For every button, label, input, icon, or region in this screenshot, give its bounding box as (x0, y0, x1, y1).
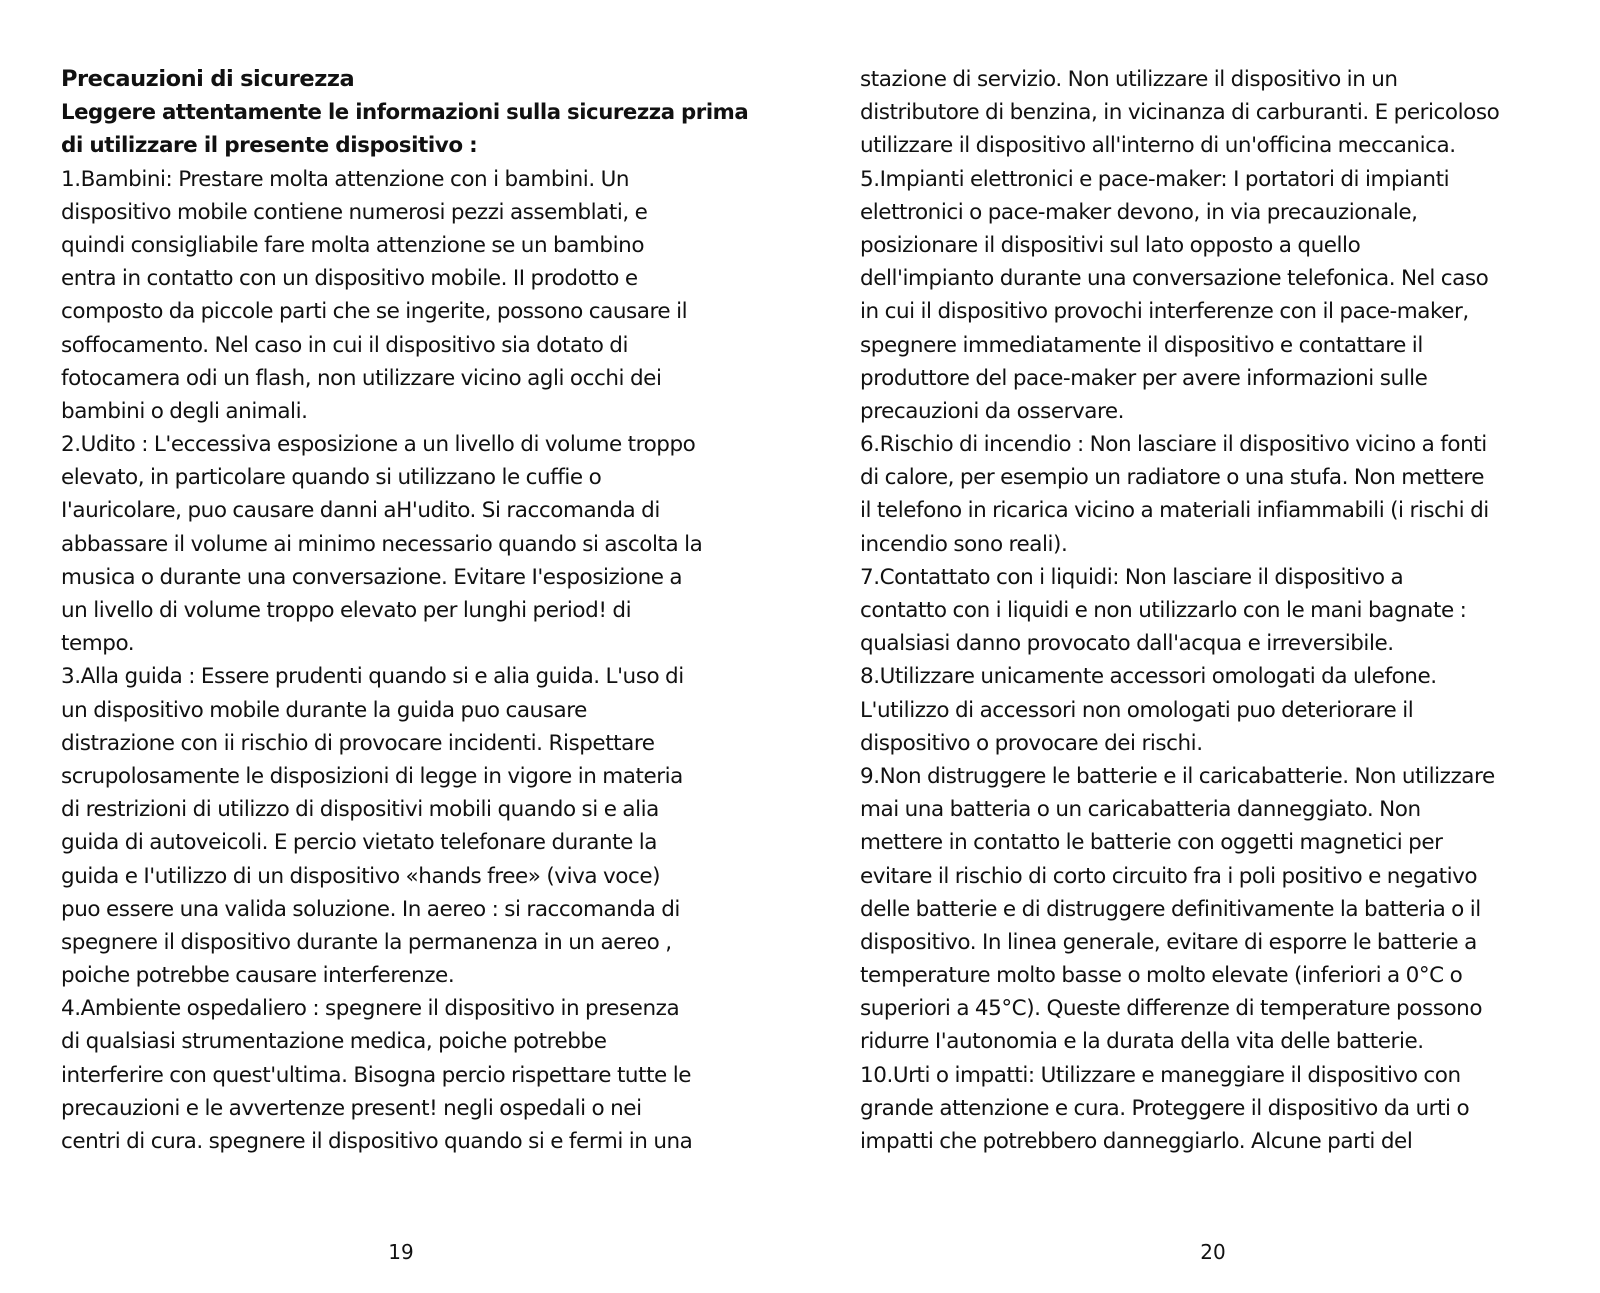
right-page (800, 0, 1600, 1293)
text-line: di restrizioni di utilizzo di dispositivi mobili quando si e alia (61, 797, 659, 823)
right-text-column (860, 63, 1560, 1158)
text-line: distrazione con ii rischio di provocare incidenti. Rispettare (61, 730, 655, 756)
text-line: guida di autoveicoli. E percio vietato telefonare durante la (61, 830, 658, 856)
text-line: 3.Alla guida : Essere prudenti quando si e alia guida. L'uso di (61, 664, 684, 690)
text-line: distributore di benzina, in vicinanza di carburanti. E pericoloso (860, 100, 1500, 126)
text-line: in cui il dispositivo provochi interferenze con il pace-maker, (860, 299, 1469, 325)
text-line: 2.Udito : L'eccessiva esposizione a un livello di volume troppo (61, 432, 696, 458)
text-line: incendio sono reali). (860, 531, 1068, 557)
text-line: bambini o degli animali. (61, 398, 308, 424)
text-line: ridurre I'autonomia e la durata della vita delle batterie. (860, 1029, 1424, 1055)
text-line: musica o durante una conversazione. Evitare I'esposizione a (61, 564, 683, 590)
text-line: precauzioni da osservare. (860, 398, 1125, 424)
text-line: I'auricolare, puo causare danni aH'udito. Si raccomanda di (61, 498, 660, 524)
text-line: un livello di volume troppo elevato per lunghi period! di (61, 598, 632, 623)
text-line: dispositivo. In linea generale, evitare di esporre le batterie a (860, 929, 1477, 955)
text-line: mettere in contatto le batterie con oggetti magnetici per (860, 830, 1443, 856)
text-line: utilizzare il dispositivo all'interno di un'officina meccanica. (860, 133, 1456, 159)
text-line: 7.Contattato con i liquidi: Non lasciare il dispositivo a (860, 564, 1404, 590)
text-line: L'utilizzo di accessori non omologati puo deteriorare il (860, 697, 1414, 723)
text-line: 10.Urti o impatti: Utilizzare e maneggiare il dispositivo con (860, 1062, 1461, 1088)
text-line: 9.Non distruggere le batterie e il caricabatterie. Non utilizzare (860, 763, 1495, 789)
text-line: temperature molto basse o molto elevate (inferiori a 0°C o (860, 963, 1463, 989)
subtitle-line: Leggere attentamente le informazioni sulla sicurezza prima (61, 100, 749, 126)
text-line: qualsiasi danno provocato dall'acqua e irreversibile. (860, 631, 1394, 657)
text-line: tempo. (61, 631, 135, 657)
subtitle-line: di utilizzare il presente dispositivo : (61, 133, 478, 159)
text-line: spegnere immediatamente il dispositivo e contattare il (860, 332, 1423, 358)
text-line: quindi consigliabile fare molta attenzione se un bambino (61, 232, 645, 258)
text-line: 6.Rischio di incendio : Non lasciare il dispositivo vicino a fonti (860, 432, 1487, 458)
text-line: contatto con i liquidi e non utilizzarlo con le mani bagnate : (860, 598, 1467, 623)
text-line: interferire con quest'ultima. Bisogna percio rispettare tutte le (61, 1062, 692, 1088)
text-line: di qualsiasi strumentazione medica, poiche potrebbe (61, 1029, 607, 1055)
text-line: poiche potrebbe causare interferenze. (61, 963, 455, 989)
text-line: precauzioni e le avvertenze present! negli ospedali o nei (61, 1095, 642, 1121)
text-line: composto da piccole parti che se ingerite, possono causare il (61, 299, 688, 325)
text-line: 5.Impianti elettronici e pace-maker: I portatori di impianti (860, 166, 1450, 192)
text-line: posizionare il dispositivi sul lato opposto a quello (860, 232, 1361, 258)
text-line: evitare il rischio di corto circuito fra i poli positivo e negativo (860, 863, 1478, 889)
text-line: di calore, per esempio un radiatore o una stufa. Non mettere (860, 465, 1484, 491)
text-line: dell'impianto durante una conversazione telefonica. Nel caso (860, 266, 1489, 292)
text-line: centri di cura. spegnere il dispositivo quando si e fermi in una (61, 1129, 693, 1154)
text-line: abbassare il volume ai minimo necessario quando si ascolta la (61, 531, 703, 557)
page-title: Precauzioni di sicurezza (61, 66, 355, 92)
text-line: impatti che potrebbero danneggiarlo. Alcune parti del (860, 1129, 1413, 1154)
text-line: superiori a 45°C). Queste differenze di temperature possono (860, 996, 1483, 1022)
text-line: un dispositivo mobile durante la guida puo causare (61, 697, 587, 723)
text-line: delle batterie e di distruggere definitivamente la batteria o il (860, 896, 1481, 922)
page-number: 20 (1200, 1240, 1226, 1264)
text-line: soffocamento. Nel caso in cui il dispositivo sia dotato di (61, 332, 629, 358)
text-line: puo essere una valida soluzione. In aereo : si raccomanda di (61, 896, 680, 922)
text-line: mai una batteria o un caricabatteria danneggiato. Non (860, 797, 1421, 823)
text-line: dispositivo mobile contiene numerosi pezzi assemblati, e (61, 199, 648, 225)
text-line: produttore del pace-maker per avere informazioni sulle (860, 365, 1428, 391)
text-line: spegnere il dispositivo durante la permanenza in un aereo , (61, 929, 672, 955)
text-line: 8.Utilizzare unicamente accessori omologati da ulefone. (860, 664, 1437, 690)
text-line: fotocamera odi un flash, non utilizzare vicino agli occhi dei (61, 365, 662, 391)
left-text-column (61, 63, 751, 1158)
text-line: grande attenzione e cura. Proteggere il dispositivo da urti o (860, 1095, 1470, 1121)
text-line: elevato, in particolare quando si utilizzano le cuffie o (61, 465, 602, 491)
text-line: guida e I'utilizzo di un dispositivo «hands free» (viva voce) (61, 863, 661, 889)
page-number: 19 (388, 1240, 414, 1264)
text-line: il telefono in ricarica vicino a materiali infiammabili (i rischi di (860, 498, 1489, 524)
text-line: 1.Bambini: Prestare molta attenzione con i bambini. Un (61, 166, 630, 192)
text-line: 4.Ambiente ospedaliero : spegnere il dispositivo in presenza (61, 996, 680, 1022)
text-line: dispositivo o provocare dei rischi. (860, 730, 1203, 756)
text-line: entra in contatto con un dispositivo mobile. II prodotto e (61, 266, 638, 292)
text-line: elettronici o pace-maker devono, in via precauzionale, (860, 199, 1418, 225)
text-line: scrupolosamente le disposizioni di legge in vigore in materia (61, 763, 683, 789)
text-line: stazione di servizio. Non utilizzare il dispositivo in un (860, 67, 1398, 92)
